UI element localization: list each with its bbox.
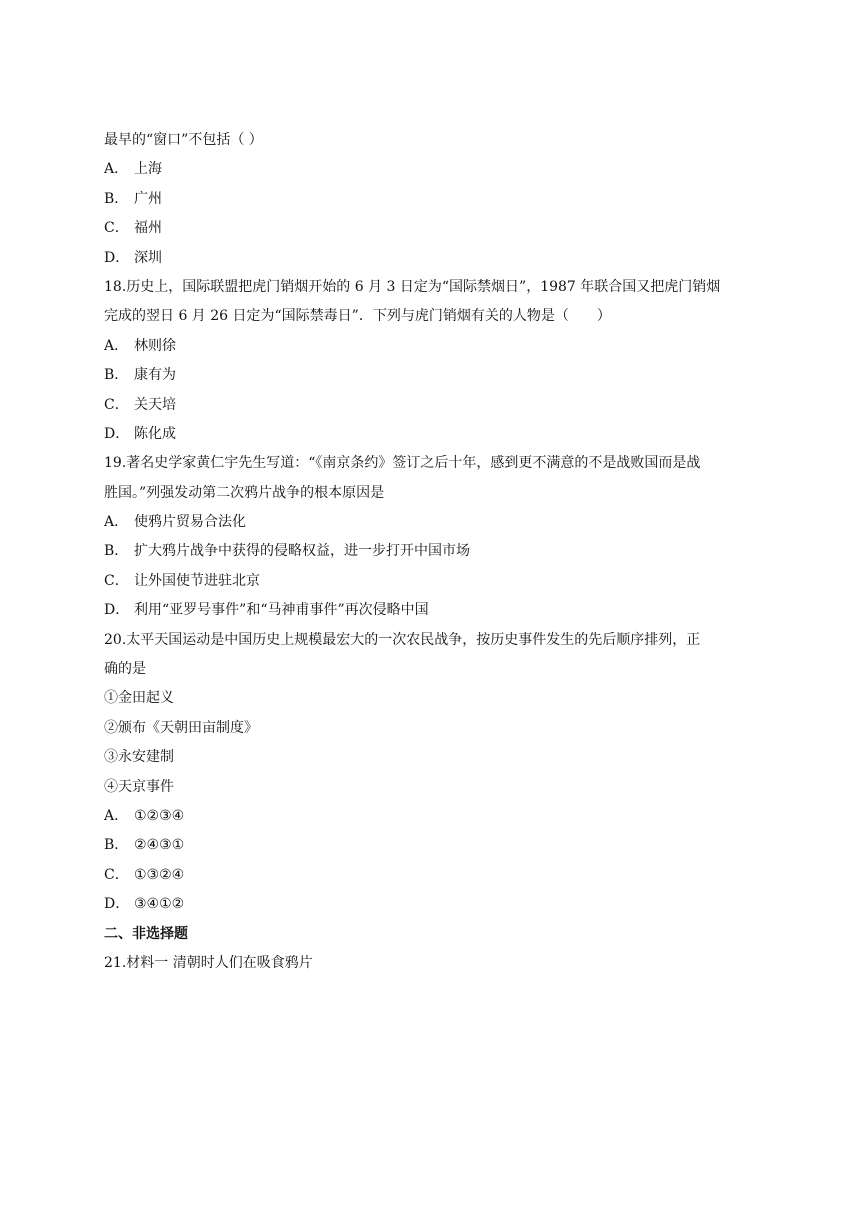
option-text: 康有为 [134,367,176,384]
question-21-stem: 21.材料一 清朝时人们在吸食鸦片 [104,954,313,971]
question-19-stem-line-2: 胜国。”列强发动第二次鸦片战争的根本原因是 [104,484,385,501]
option-letter: C． [104,396,129,413]
option-text: ③④①② [134,896,185,913]
option-text: ①③②④ [134,866,185,883]
option-letter: B． [104,190,129,207]
option-letter: D． [104,425,130,442]
question-19-option-d [104,596,760,625]
option-letter: A． [104,161,129,178]
question-18-option-d [104,420,760,449]
option-letter: B． [104,367,129,384]
option-text: 扩大鸦片战争中获得的侵略权益，进一步打开中国市场 [134,543,470,560]
question-20-option-a [104,802,760,831]
option-text: 上海 [134,161,162,178]
option-text: 陈化成 [134,425,176,442]
question-19-stem-line-1: 19.著名史学家黄仁宇先生写道：“《南京条约》签订之后十年，感到更不满意的不是战败国而是战 [104,455,701,472]
question-17-option-b [104,185,760,214]
option-letter: B． [104,543,129,560]
question-18-stem-line-2: 完成的翌日 6 月 26 日定为“国际禁毒日”．下列与虎门销烟有关的人物是（ ） [104,308,611,325]
option-text: ①②③④ [134,807,185,824]
question-18-stem-line-1: 18.历史上，国际联盟把虎门销烟开始的 6 月 3 日定为“国际禁烟日”，1987 年联合国又把虎门销烟 [104,278,721,295]
option-text: ②④③① [134,837,185,854]
option-letter: C． [104,220,129,237]
option-letter: D． [104,602,130,619]
question-20-item-2: ②颁布《天朝田亩制度》 [104,719,258,736]
option-text: 关天培 [134,396,176,413]
question-20-stem-line-2: 确的是 [104,661,146,678]
option-text: 福州 [134,220,162,237]
question-20-stem-line-1: 20.太平天国运动是中国历史上规模最宏大的一次农民战争，按历史事件发生的先后顺序排列，正 [104,631,701,648]
question-20-item-4: ④天京事件 [104,778,174,795]
option-text: 广州 [134,190,162,207]
question-19-option-c [104,567,760,596]
option-text: 深圳 [134,249,162,266]
question-19-option-a [104,508,760,537]
option-text: 林则徐 [134,337,176,354]
option-letter: C． [104,572,129,589]
option-letter: A． [104,514,129,531]
option-letter: D． [104,896,130,913]
question-17-stem: 最早的“窗口”不包括（ ） [104,132,263,148]
option-letter: A． [104,337,129,354]
option-text: 使鸦片贸易合法化 [134,514,246,531]
question-20-item-1: ①金田起义 [104,690,174,707]
question-20-item-3: ③永安建制 [104,749,174,766]
question-19-option-b [104,537,760,566]
option-letter: D． [104,249,130,266]
question-20-option-d [104,890,760,919]
question-18-option-b [104,361,760,390]
option-text: 利用“亚罗号事件”和“马神甫事件”再次侵略中国 [134,602,429,619]
option-letter: C． [104,866,129,883]
question-17-option-a [104,155,760,184]
question-17-option-c [104,214,760,243]
page-content [104,126,760,978]
question-18-option-c [104,391,760,420]
question-17-option-d [104,244,760,273]
question-20-option-b [104,831,760,860]
option-letter: B． [104,837,129,854]
option-text: 让外国使节进驻北京 [134,572,260,589]
section-heading: 二、非选择题 [104,925,188,942]
option-letter: A． [104,807,129,824]
question-18-option-a [104,332,760,361]
question-20-option-c [104,861,760,890]
